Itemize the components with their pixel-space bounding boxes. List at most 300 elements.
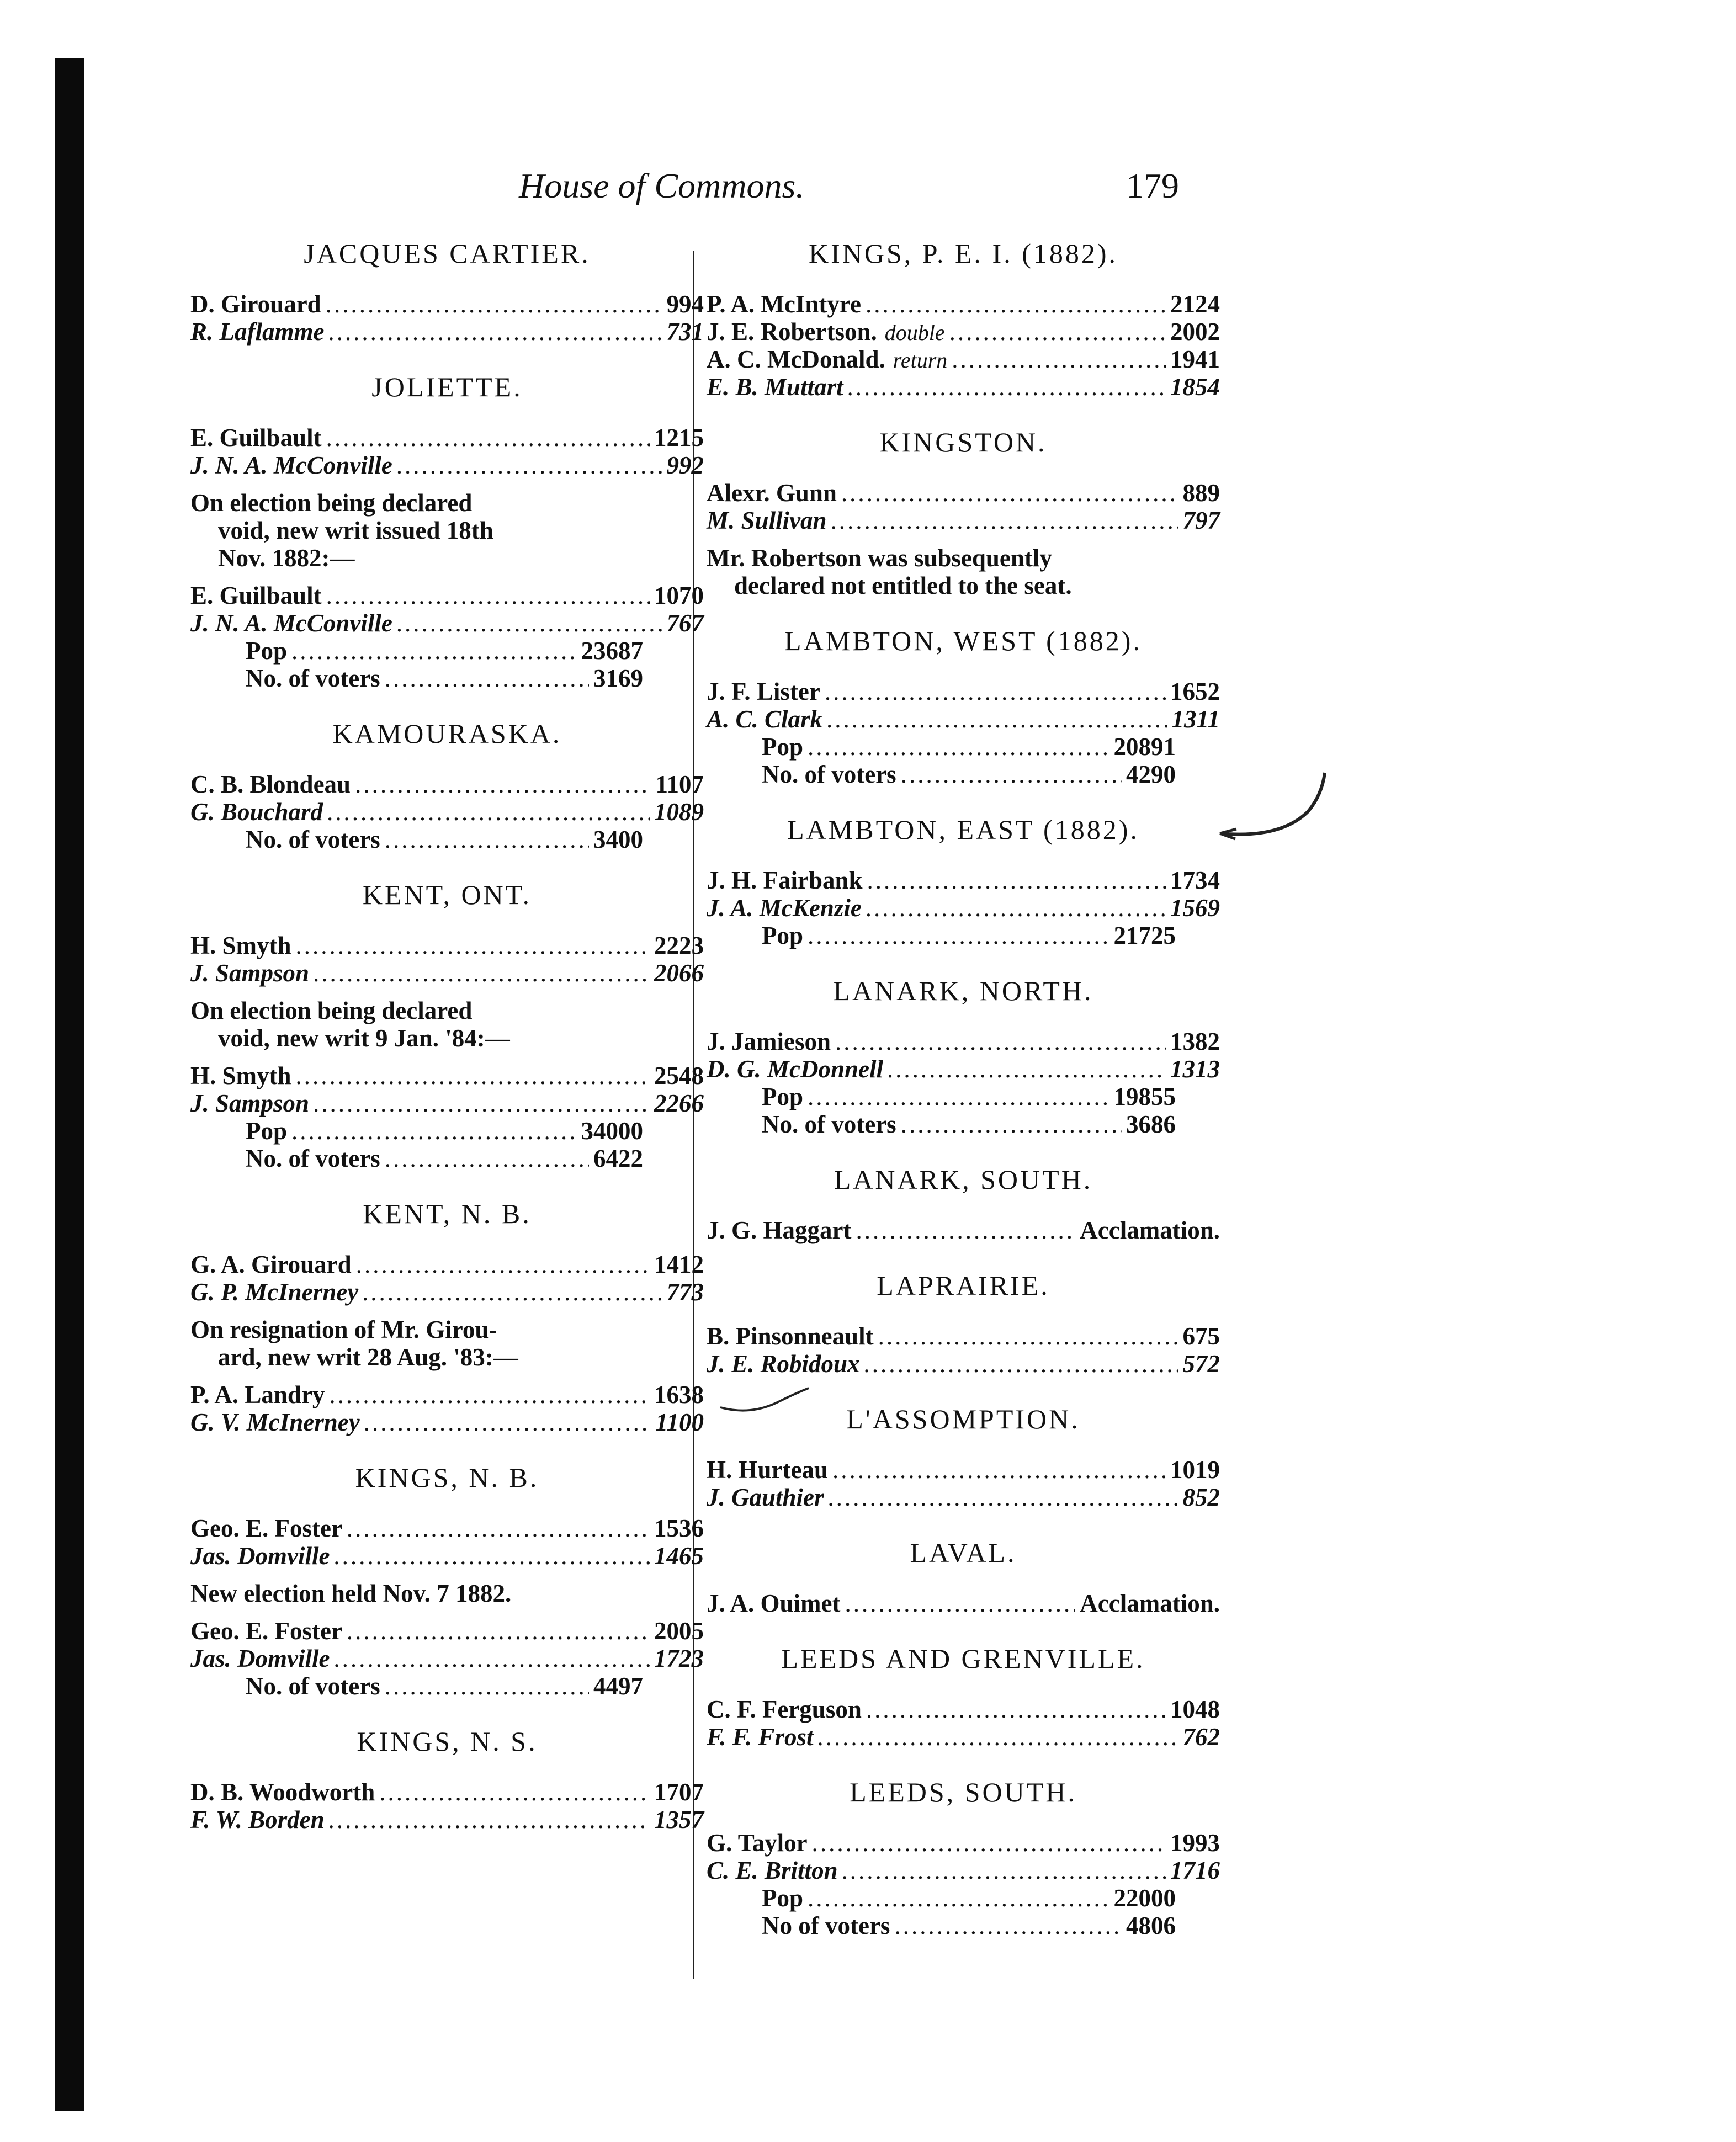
candidate-name: Pop [246,637,288,665]
candidate-name: F. F. Frost [707,1723,814,1751]
note-line: On resignation of Mr. Girou- [190,1316,497,1343]
spacer [190,1052,704,1062]
vote-count: 6422 [593,1145,643,1172]
constituency-title: LAMBTON, EAST (1882). [787,814,1139,845]
candidate-name: G. A. Girouard [190,1251,352,1278]
spacer [190,572,704,582]
leader-dots [888,1055,1166,1083]
leader-dots [864,1350,1178,1378]
result-row [190,424,704,451]
pencil-mark-icon [1214,762,1336,850]
leader-dots [867,867,1166,894]
page-header [0,166,1736,226]
vote-count: 1536 [654,1514,704,1542]
spacer [190,987,704,997]
result-row [190,451,704,479]
result-row [707,1484,1220,1511]
candidate-name: Pop [762,733,804,761]
spacer [190,1607,704,1617]
note-line: void, new writ 9 Jan. '84:— [218,1024,510,1052]
candidate-name: Jas. Domville [190,1645,330,1672]
vote-count: 889 [1182,479,1220,507]
result-row [707,1083,1220,1110]
constituency-section [707,1776,1220,1965]
constituency-title: KINGS, P. E. I. (1882). [808,238,1118,269]
spacer [190,1700,704,1725]
constituency-section [707,1269,1220,1403]
leader-dots [952,346,1166,373]
leader-dots [327,798,650,826]
vote-count: 992 [666,451,704,479]
leader-dots [334,1645,650,1672]
candidate-name: J. Jamieson [707,1028,831,1055]
leader-dots [363,1278,662,1306]
candidate-name: Alexr. Gunn [707,479,837,507]
leader-dots [355,770,651,798]
result-row [707,1723,1220,1751]
leader-dots [901,1110,1122,1138]
vote-count: 762 [1182,1723,1220,1751]
candidate-name: Geo. E. Foster [190,1514,342,1542]
result-row [190,1778,704,1806]
spacer [190,1570,704,1580]
note-line: On election being declared [190,997,473,1024]
election-note [190,1316,704,1371]
result-row [707,1857,1220,1884]
candidate-name: No. of voters [246,665,380,692]
constituency-section [707,814,1220,975]
candidate-name: E. Guilbault [190,424,322,451]
leader-dots [326,424,650,451]
vote-count: 21725 [1113,922,1176,949]
book-spine-shadow [55,58,84,2111]
candidate-name: J. Sampson [190,1089,310,1117]
vote-count: 4497 [593,1672,643,1700]
vote-count: 767 [666,609,704,637]
constituency-section [190,371,704,717]
result-row [707,1028,1220,1055]
result-row [190,1408,704,1436]
result-row [707,1216,1220,1244]
vote-count: 3686 [1126,1110,1176,1138]
result-row [707,1456,1220,1484]
spacer [707,534,1220,544]
constituency-section [190,879,704,1198]
result-row [707,346,1220,373]
vote-count: 1357 [654,1806,704,1833]
vote-count: 1070 [654,582,704,609]
leader-dots [334,1542,650,1570]
candidate-name: Jas. Domville [190,1542,330,1570]
candidate-name: J. H. Fairbank [707,867,863,894]
constituency-title: KENT, N. B. [363,1198,532,1229]
candidate-name: J. A. McKenzie [707,894,862,922]
leader-dots [894,1912,1122,1939]
leader-dots [385,1145,589,1172]
vote-count: 1100 [655,1408,704,1436]
candidate-name: P. A. Landry [190,1381,325,1408]
leader-dots [866,290,1166,318]
vote-count: 2124 [1170,290,1220,318]
result-row [707,1055,1220,1083]
candidate-name: C. E. Britton [707,1857,838,1884]
vote-count: 19855 [1113,1083,1176,1110]
vote-count: 2548 [654,1062,704,1089]
candidate-name: H. Smyth [190,932,291,959]
candidate-name: J. F. Lister [707,678,820,705]
vote-count: 1311 [1171,705,1220,733]
candidate-name: P. A. McIntyre [707,290,861,318]
candidate-name: No. of voters [246,1672,380,1700]
pencil-underline-icon [718,1385,811,1418]
leader-dots [901,761,1122,788]
result-row [707,1350,1220,1378]
result-row [190,1672,704,1700]
result-row [707,373,1220,401]
constituency-title: LANARK, SOUTH. [834,1164,1093,1195]
constituency-section [190,237,704,371]
result-row [707,1912,1220,1939]
result-row [190,1089,704,1117]
leader-dots [314,959,650,987]
result-row [190,1617,704,1645]
candidate-name: J. E. Robidoux [707,1350,860,1378]
leader-dots [291,637,576,665]
result-row [190,1062,704,1089]
vote-count: 797 [1182,507,1220,534]
note-line: declared not entitled to the seat. [734,572,1072,599]
vote-count: 22000 [1113,1884,1176,1912]
leader-dots [385,826,589,853]
constituency-section [190,717,704,879]
leader-dots [808,1884,1109,1912]
leader-dots [385,665,589,692]
constituency-title: KENT, ONT. [362,879,532,910]
constituency-title: KINGS, N. S. [357,1726,538,1757]
left-column [190,237,704,1859]
vote-count: 1854 [1170,373,1220,401]
result-row [707,894,1220,922]
leader-dots [835,1028,1166,1055]
candidate-name: Pop [246,1117,288,1145]
candidate-name: J. A. Ouimet [707,1590,841,1617]
vote-count: 1019 [1170,1456,1220,1484]
vote-count: 4290 [1126,761,1176,788]
vote-count: 1089 [654,798,704,826]
candidate-name: J. Sampson [190,959,310,987]
election-note [190,1580,704,1607]
vote-count: 2066 [654,959,704,987]
constituency-section [190,1461,704,1725]
candidate-name: D. G. McDonnell [707,1055,884,1083]
spacer [190,692,704,717]
constituency-section [707,1163,1220,1269]
vote-count: Acclamation. [1080,1590,1220,1617]
leader-dots [326,582,650,609]
leader-dots [842,1857,1166,1884]
leader-dots [356,1251,650,1278]
vote-count: 1638 [654,1381,704,1408]
note-line: New election held Nov. 7 1882. [190,1580,512,1607]
leader-dots [808,733,1109,761]
spacer [707,599,1220,625]
candidate-name: A. C. McDonald. [707,346,885,373]
spacer [707,1939,1220,1965]
return-note: double [884,320,945,345]
constituency-section [707,237,1220,426]
candidate-name: C. F. Ferguson [707,1695,862,1723]
result-row [190,1145,704,1172]
constituency-title: JACQUES CARTIER. [304,238,591,269]
result-row [190,959,704,987]
result-row [707,318,1220,346]
constituency-section [707,975,1220,1163]
candidate-name: Pop [762,1884,804,1912]
result-row [707,479,1220,507]
result-row [190,318,704,346]
candidate-name: J. E. Robertson. [707,318,877,346]
vote-count: 1707 [654,1778,704,1806]
result-row [707,761,1220,788]
candidate-name: Geo. E. Foster [190,1617,342,1645]
result-row [190,609,704,637]
candidate-name: J. G. Haggart [707,1216,852,1244]
leader-dots [326,290,662,318]
candidate-name: E. Guilbault [190,582,322,609]
election-note [707,544,1220,599]
result-row [190,1645,704,1672]
leader-dots [296,932,650,959]
spacer [190,479,704,489]
note-line: On election being declared [190,489,473,517]
leader-dots [397,609,662,637]
spacer [707,788,1220,814]
vote-count: 572 [1182,1350,1220,1378]
candidate-name: G. Taylor [707,1829,808,1857]
vote-count: 1412 [654,1251,704,1278]
return-note: return [893,348,948,373]
leader-dots [812,1829,1166,1857]
leader-dots [845,1590,1076,1617]
candidate-name: G. P. McInerney [190,1278,359,1306]
constituency-title: KINGSTON. [879,427,1047,458]
vote-count: 34000 [581,1117,643,1145]
vote-count: 994 [666,290,704,318]
constituency-section [190,1198,704,1461]
leader-dots [329,1806,650,1833]
constituency-section [190,1725,704,1859]
note-line: Nov. 1882:— [218,544,355,572]
result-row [190,665,704,692]
constituency-title: KAMOURASKA. [332,718,562,749]
candidate-name: No. of voters [762,761,896,788]
candidate-name: G. Bouchard [190,798,323,826]
result-row [707,290,1220,318]
result-row [190,1381,704,1408]
candidate-name: D. B. Woodworth [190,1778,375,1806]
candidate-name: E. B. Muttart [707,373,843,401]
leader-dots [328,318,662,346]
note-line: ard, new writ 28 Aug. '83:— [218,1343,518,1371]
candidate-name: A. C. Clark [707,705,823,733]
result-row [707,1884,1220,1912]
constituency-section [707,625,1220,814]
constituency-title: LAPRAIRIE. [877,1270,1050,1301]
vote-count: 1382 [1170,1028,1220,1055]
result-row [707,922,1220,949]
leader-dots [831,507,1178,534]
result-row [707,1590,1220,1617]
leader-dots [825,678,1166,705]
result-row [707,1695,1220,1723]
leader-dots [347,1617,650,1645]
note-line: void, new writ issued 18th [218,517,493,544]
constituency-title: LEEDS AND GRENVILLE. [781,1643,1145,1674]
page-number: 179 [1126,166,1179,205]
result-row [190,932,704,959]
spacer [190,1436,704,1461]
election-note [190,489,704,572]
result-row [707,507,1220,534]
vote-count: 23687 [581,637,643,665]
vote-count: 4806 [1126,1912,1176,1939]
constituency-section [707,1643,1220,1776]
vote-count: 3400 [593,826,643,853]
vote-count: 675 [1182,1322,1220,1350]
spacer [707,401,1220,426]
vote-count: 1107 [655,770,704,798]
constituency-title: LAMBTON, WEST (1882). [784,625,1142,656]
leader-dots [949,318,1166,346]
candidate-name: M. Sullivan [707,507,827,534]
spacer [707,1138,1220,1163]
spacer [190,1306,704,1316]
result-row [190,770,704,798]
leader-dots [866,1695,1166,1723]
vote-count: 731 [666,318,704,346]
candidate-name: F. W. Borden [190,1806,325,1833]
result-row [190,637,704,665]
constituency-title: LAVAL. [910,1537,1017,1568]
vote-count: 2223 [654,932,704,959]
vote-count: 2005 [654,1617,704,1645]
constituency-title: LEEDS, SOUTH. [850,1777,1077,1808]
vote-count: 852 [1182,1484,1220,1511]
leader-dots [808,1083,1109,1110]
right-column [707,237,1220,1965]
constituency-title: L'ASSOMPTION. [846,1404,1080,1434]
leader-dots [347,1514,650,1542]
candidate-name: J. N. A. McConville [190,609,392,637]
result-row [190,1542,704,1570]
vote-count: 1941 [1170,346,1220,373]
spacer [190,1172,704,1198]
candidate-name: No of voters [762,1912,890,1939]
vote-count: 2266 [654,1089,704,1117]
candidate-name: D. Girouard [190,290,321,318]
spacer [707,1751,1220,1776]
candidate-name: R. Laflamme [190,318,325,346]
result-row [190,1251,704,1278]
result-row [190,582,704,609]
leader-dots [817,1723,1178,1751]
spacer [707,1511,1220,1537]
constituency-title: LANARK, NORTH. [833,975,1093,1006]
result-row [190,1117,704,1145]
vote-count: 1716 [1170,1857,1220,1884]
vote-count: 1313 [1170,1055,1220,1083]
result-row [707,1322,1220,1350]
vote-count: 1465 [654,1542,704,1570]
vote-count: 3169 [593,665,643,692]
election-note [190,997,704,1052]
vote-count: 1993 [1170,1829,1220,1857]
result-row [190,290,704,318]
candidate-name: No. of voters [246,1145,380,1172]
spacer [190,1371,704,1381]
spacer [707,949,1220,975]
running-title: House of Commons. [519,166,805,205]
constituency-section [707,426,1220,625]
vote-count: 1215 [654,424,704,451]
spacer [707,1244,1220,1269]
result-row [190,1514,704,1542]
candidate-name: No. of voters [246,826,380,853]
vote-count: 1723 [654,1645,704,1672]
spacer [707,1617,1220,1643]
leader-dots [832,1456,1166,1484]
leader-dots [296,1062,650,1089]
leader-dots [314,1089,650,1117]
spacer [190,853,704,879]
leader-dots [856,1216,1075,1244]
result-row [707,678,1220,705]
leader-dots [329,1381,650,1408]
candidate-name: H. Hurteau [707,1456,828,1484]
candidate-name: C. B. Blondeau [190,770,351,798]
constituency-section [707,1403,1220,1537]
candidate-name: G. V. McInerney [190,1408,360,1436]
constituency-title: KINGS, N. B. [355,1462,539,1493]
spacer [190,346,704,371]
leader-dots [385,1672,589,1700]
leader-dots [379,1778,650,1806]
leader-dots [364,1408,651,1436]
candidate-name: J. Gauthier [707,1484,824,1511]
vote-count: 2002 [1170,318,1220,346]
result-row [707,1110,1220,1138]
candidate-name: B. Pinsonneault [707,1322,874,1350]
candidate-name: Pop [762,1083,804,1110]
candidate-name: H. Smyth [190,1062,291,1089]
constituency-section [707,1537,1220,1643]
candidate-name: Pop [762,922,804,949]
result-row [707,1829,1220,1857]
leader-dots [397,451,662,479]
vote-count: Acclamation. [1080,1216,1220,1244]
candidate-name: No. of voters [762,1110,896,1138]
leader-dots [848,373,1166,401]
leader-dots [829,1484,1178,1511]
vote-count: 1569 [1170,894,1220,922]
leader-dots [841,479,1178,507]
vote-count: 1048 [1170,1695,1220,1723]
vote-count: 773 [666,1278,704,1306]
leader-dots [827,705,1167,733]
vote-count: 1734 [1170,867,1220,894]
vote-count: 20891 [1113,733,1176,761]
note-line: Mr. Robertson was subsequently [707,544,1052,572]
